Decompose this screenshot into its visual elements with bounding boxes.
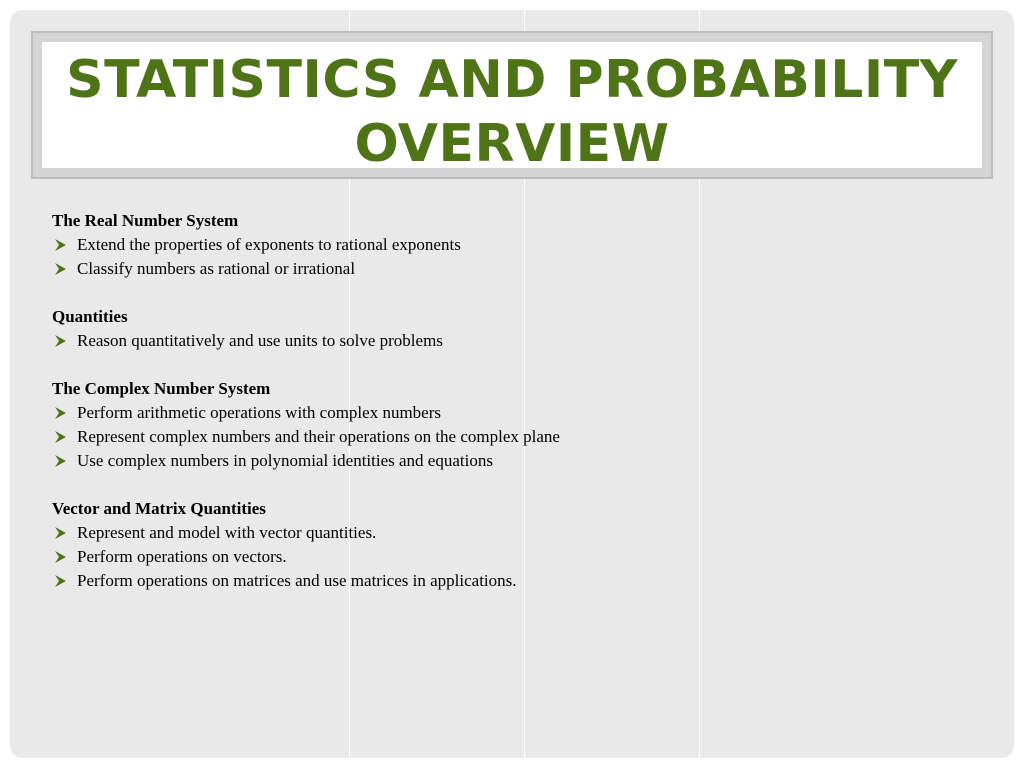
section-heading: Vector and Matrix Quantities: [52, 499, 266, 518]
bullet-text: Reason quantitatively and use units to solve problems: [77, 331, 443, 350]
title-panel: [42, 42, 982, 174]
bullet-item: [52, 449, 732, 473]
arrow-bullet-icon: [54, 425, 68, 449]
section-heading: Quantities: [52, 307, 128, 326]
bullet-text: Perform operations on vectors.: [77, 547, 287, 566]
arrow-bullet-icon: [54, 257, 68, 281]
bullet-item: [52, 233, 732, 257]
bullet-item: [52, 425, 732, 449]
bullet-item: [52, 521, 732, 545]
bullet-text: Use complex numbers in polynomial identities and equations: [77, 451, 493, 470]
arrow-bullet-icon: [54, 569, 68, 593]
slide-title-line2: OVERVIEW: [354, 114, 670, 174]
section-heading: The Real Number System: [52, 211, 239, 230]
arrow-bullet-icon: [54, 545, 68, 569]
bullet-text: Perform arithmetic operations with complex numbers: [77, 403, 441, 422]
slide-title: [42, 48, 982, 176]
bullet-text: Represent complex numbers and their operations on the complex plane: [77, 427, 560, 446]
bullet-text: Perform operations on matrices and use matrices in applications.: [77, 571, 517, 590]
bullet-item: [52, 401, 732, 425]
arrow-bullet-icon: [54, 329, 68, 353]
bullet-item: [52, 545, 732, 569]
arrow-bullet-icon: [54, 233, 68, 257]
bullet-item: [52, 257, 732, 281]
bullet-text: Extend the properties of exponents to rational exponents: [77, 235, 461, 254]
arrow-bullet-icon: [54, 449, 68, 473]
bullet-text: Represent and model with vector quantities.: [77, 523, 377, 542]
section-heading: The Complex Number System: [52, 379, 271, 398]
arrow-bullet-icon: [54, 401, 68, 425]
arrow-bullet-icon: [54, 521, 68, 545]
section-real-number-system: [52, 209, 732, 281]
bullet-item: [52, 329, 732, 353]
section-vector-matrix-quantities: [52, 497, 732, 593]
section-quantities: [52, 305, 732, 353]
bullet-item: [52, 569, 732, 593]
slide-title-line1: STATISTICS AND PROBABILITY: [66, 50, 958, 110]
section-complex-number-system: [52, 377, 732, 473]
title-frame: [31, 31, 993, 179]
bullet-text: Classify numbers as rational or irrational: [77, 259, 356, 278]
content-body: [52, 209, 732, 617]
